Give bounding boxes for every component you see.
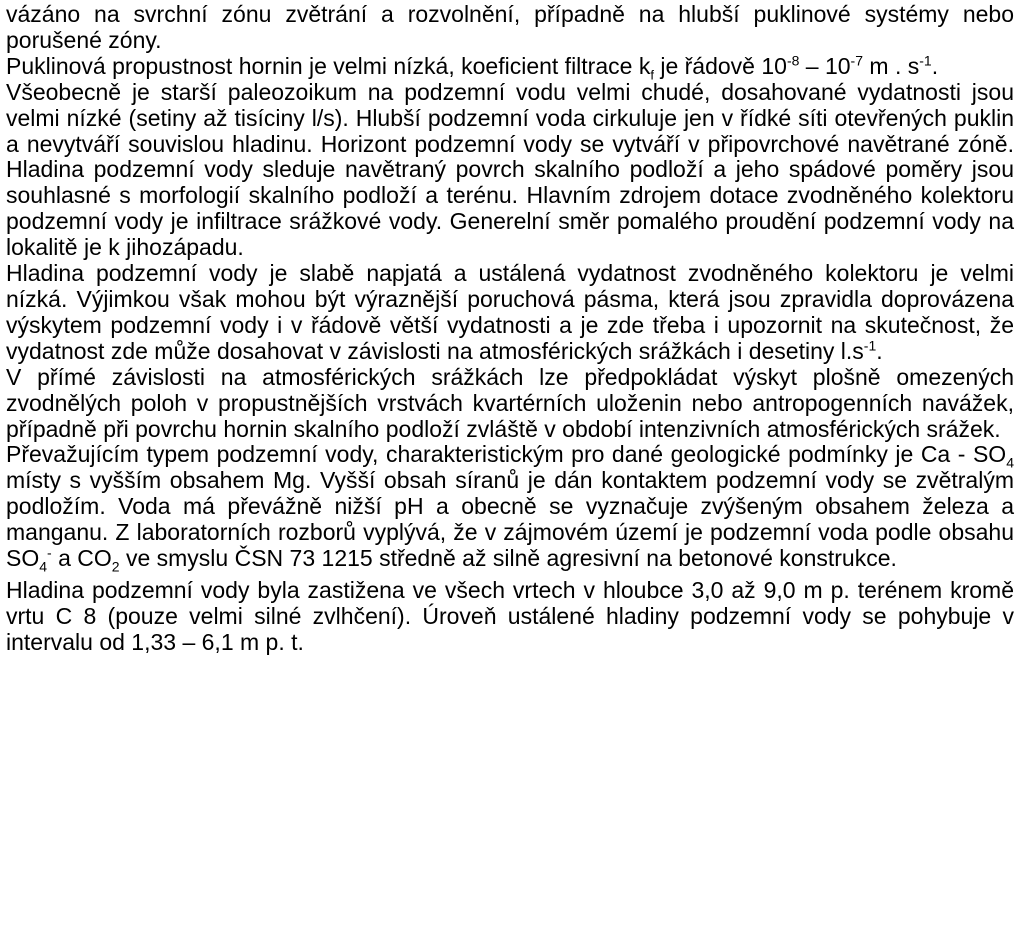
paragraph-5-text: V přímé závislosti na atmosférických srážkách lze předpokládat výskyt plošně omezených zvodnělých poloh v propustnějších vrstvách kvartérních uloženin nebo antropogenních navážek, případně při povrchu hornin skalního podloží zvláště v období intenzivních atmosférických srážek. xyxy=(6,363,1014,442)
paragraph-1 xyxy=(6,2,1014,54)
paragraph-2-text-e: . xyxy=(931,52,939,79)
exponent-ls: -1 xyxy=(863,337,877,354)
exponent-3: -1 xyxy=(919,52,932,69)
paragraph-2-text-b: je řádově 10 xyxy=(653,52,787,79)
paragraph-6 xyxy=(6,441,1014,575)
paragraph-2-text-a: Puklinová propustnost hornin je velmi nízká, koeficient filtrace k xyxy=(6,52,651,79)
exponent-1: -8 xyxy=(786,52,800,69)
paragraph-2 xyxy=(6,52,1014,83)
paragraph-3-text: Všeobecně je starší paleozoikum na podzemní vodu velmi chudé, dosahované vydatnosti jsou velmi nízké (setiny až tisíciny l/s). Hlubší podzemní voda cirkuluje jen v řídké síti otevřených puklin a nevytváří souvislou hladinu. Horizont podzemní vody se vytváří v připovrchové navětrané zóně. Hladina podzemní vody sleduje navětraný povrch skalního podloží a jeho spádové poměry jsou souhlasné s morfologií skalního podloží a terénu. Hlavním zdrojem dotace zvodněného kolektoru podzemní vody je infiltrace srážkové vody. Generelní směr pomalého proudění podzemní vody na lokalitě je k jihozápadu. xyxy=(6,78,1014,261)
paragraph-7 xyxy=(6,578,1014,656)
paragraph-6-text-d: ve smyslu ČSN 73 1215 středně až silně agresivní na betonové konstrukce. xyxy=(119,545,897,572)
paragraph-3 xyxy=(6,80,1014,261)
paragraph-1-text: vázáno na svrchní zónu zvětrání a rozvolnění, případně na hlubší puklinové systémy nebo porušené zóny. xyxy=(6,1,1014,53)
paragraph-7-text: Hladina podzemní vody byla zastižena ve všech vrtech v hloubce 3,0 až 9,0 m p. terénem kromě vrtu C 8 (pouze velmi silné zvlhčení). Úroveň ustálené hladiny podzemní vody se pohybuje v intervalu od 1,33 – 6,1 m p. t. xyxy=(6,576,1014,655)
so4-subscript-2: 4 xyxy=(39,558,48,575)
co2-subscript: 2 xyxy=(111,558,120,575)
so4-subscript-1: 4 xyxy=(1006,455,1014,471)
paragraph-4-text-a: Hladina podzemní vody je slabě napjatá a ustálená vydatnost zvodněného kolektoru je velmi nízká. Výjimkou však mohou být výraznější poruchová pásma, která jsou zpravidla doprovázena výskytem podzemní vody i v řádově větší vydatnosti a je zde třeba i upozornit na skutečnost, že vydatnost zde může dosahovat v závislosti na atmosférických srážkách i desetiny l.s xyxy=(6,260,1014,364)
paragraph-2-text-d: m . s xyxy=(863,52,920,79)
paragraph-2-text-c: – 10 xyxy=(799,52,851,79)
paragraph-5 xyxy=(6,365,1014,443)
exponent-2: -7 xyxy=(850,52,863,69)
paragraph-6-text-a: Převažujícím typem podzemní vody, charakteristickým pro dané geologické podmínky je Ca - SO xyxy=(6,441,1007,468)
paragraph-6-text-c: a CO xyxy=(51,545,112,572)
paragraph-6-text-b: místy s vyšším obsahem Mg. Vyšší obsah síranů je dán kontaktem podzemní vody se zvětralým podložím. Voda má převážně nižší pH a obecně se vyznačuje zvýšeným obsahem železa a manganu. Z laboratorních rozborů vyplývá, že v zájmovém území je podzemní voda podle obsahu SO xyxy=(6,467,1014,572)
paragraph-4 xyxy=(6,261,1014,365)
paragraph-4-text-b: . xyxy=(876,337,883,364)
kf-subscript: f xyxy=(650,67,654,83)
so4-charge-superscript: - xyxy=(47,544,52,561)
